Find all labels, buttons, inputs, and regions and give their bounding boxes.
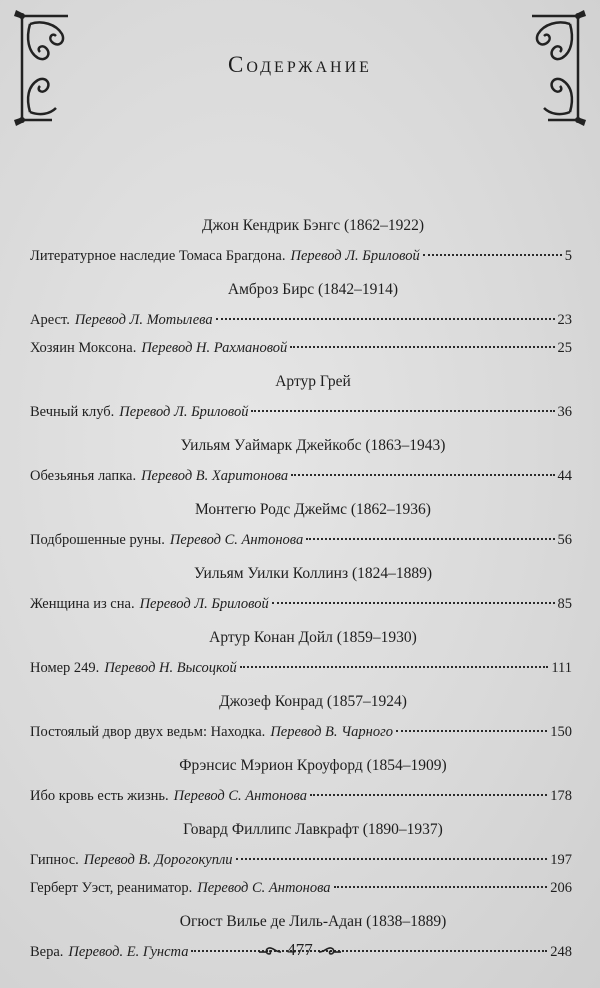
work-title: Вера.: [30, 944, 64, 960]
translator: Перевод С. Антонова: [169, 532, 304, 548]
page-ref: 248: [550, 944, 572, 960]
page-ref: 23: [557, 312, 572, 328]
translator: Перевод С. Антонова: [197, 880, 331, 896]
translator: Перевод Л. Мотылева: [74, 312, 213, 328]
author-heading: Монтегю Родс Джеймс (1862–1936): [195, 501, 431, 518]
translator: Перевод Л. Бриловой: [119, 404, 249, 420]
work-title: Гипнос.: [30, 852, 79, 868]
author-heading: Говард Филлипс Лавкрафт (1890–1937): [183, 821, 443, 838]
work-title: Вечный клуб.: [30, 404, 115, 420]
toc-entry[interactable]: [30, 526, 572, 554]
translator: Перевод С. Антонова: [173, 788, 307, 804]
footer-ornament-left-icon: [257, 944, 283, 958]
page-title: Содержание: [228, 52, 372, 77]
work-title: Номер 249.: [30, 660, 100, 676]
dot-leader: [334, 886, 548, 888]
dot-leader: [290, 346, 554, 348]
dot-leader: [291, 474, 554, 476]
dot-leader: [251, 410, 554, 412]
author-heading: Уильям Уаймарк Джейкобс (1863–1943): [180, 437, 446, 454]
author-heading: Артур Конан Дойл (1859–1930): [209, 629, 417, 646]
work-title: Арест.: [30, 312, 70, 328]
toc-entry[interactable]: [30, 782, 572, 810]
toc-entry[interactable]: [30, 590, 572, 618]
page-number: 477: [287, 940, 313, 959]
work-title: Ибо кровь есть жизнь.: [30, 788, 169, 804]
author-heading: Джозеф Конрад (1857–1924): [219, 693, 407, 710]
author-heading: Амброз Бирс (1842–1914): [227, 281, 399, 298]
translator: Перевод В. Дорогокупли: [83, 852, 233, 868]
work-title: Подброшенные руны.: [30, 532, 165, 548]
toc-entry[interactable]: [30, 654, 572, 682]
work-title: Женщина из сна.: [30, 596, 135, 612]
toc-entry[interactable]: [30, 242, 572, 270]
page-footer: [0, 940, 600, 960]
page-ref: 206: [550, 880, 572, 896]
author-heading: Джон Кендрик Бэнгс (1862–1922): [201, 217, 425, 234]
dot-leader: [306, 538, 554, 540]
toc-entry[interactable]: [30, 846, 572, 874]
author-heading: Фрэнсис Мэрион Кроуфорд (1854–1909): [179, 757, 447, 774]
author-heading: Артур Грей: [275, 373, 351, 390]
translator: Перевод Л. Бриловой: [290, 248, 420, 264]
dot-leader: [396, 730, 547, 732]
page-ref: 85: [557, 596, 572, 612]
page-ref: 44: [557, 468, 572, 484]
work-title: Герберт Уэст, реаниматор.: [30, 880, 193, 896]
translator: Перевод В. Чарного: [270, 724, 393, 740]
page-ref: 178: [550, 788, 572, 804]
toc-entry[interactable]: [30, 462, 572, 490]
dot-leader: [423, 254, 562, 256]
toc-entry[interactable]: [30, 306, 572, 334]
author-heading: Уильям Уилки Коллинз (1824–1889): [193, 565, 433, 582]
translator: Перевод. Е. Гунста: [68, 944, 189, 960]
page-ref: 5: [564, 248, 572, 264]
page-ref: 150: [550, 724, 572, 740]
toc-entry[interactable]: [30, 398, 572, 426]
translator: Перевод Л. Бриловой: [139, 596, 269, 612]
translator: Перевод В. Харитонова: [141, 468, 289, 484]
toc-entry[interactable]: [30, 874, 572, 902]
toc-entry[interactable]: [30, 718, 572, 746]
page-ref: 25: [557, 340, 572, 356]
table-of-contents: [30, 210, 572, 966]
dot-leader: [236, 858, 548, 860]
page-ref: 197: [550, 852, 572, 868]
work-title: Обезьянья лапка.: [30, 468, 137, 484]
dot-leader: [272, 602, 555, 604]
footer-ornament-right-icon: [317, 944, 343, 958]
toc-entry[interactable]: [30, 334, 572, 362]
work-title: Хозяин Моксона.: [30, 340, 137, 356]
translator: Перевод Н. Рахмановой: [141, 340, 288, 356]
author-heading: Огюст Вилье де Лиль-Адан (1838–1889): [179, 913, 447, 930]
page-ref: 56: [557, 532, 572, 548]
translator: Перевод Н. Высоцкой: [104, 660, 237, 676]
page-ref: 36: [557, 404, 572, 420]
work-title: Постоялый двор двух ведьм: Находка.: [30, 724, 266, 740]
dot-leader: [310, 794, 547, 796]
dot-leader: [240, 666, 549, 668]
dot-leader: [216, 318, 555, 320]
page-ref: 111: [551, 660, 572, 676]
work-title: Литературное наследие Томаса Брагдона.: [30, 248, 286, 264]
